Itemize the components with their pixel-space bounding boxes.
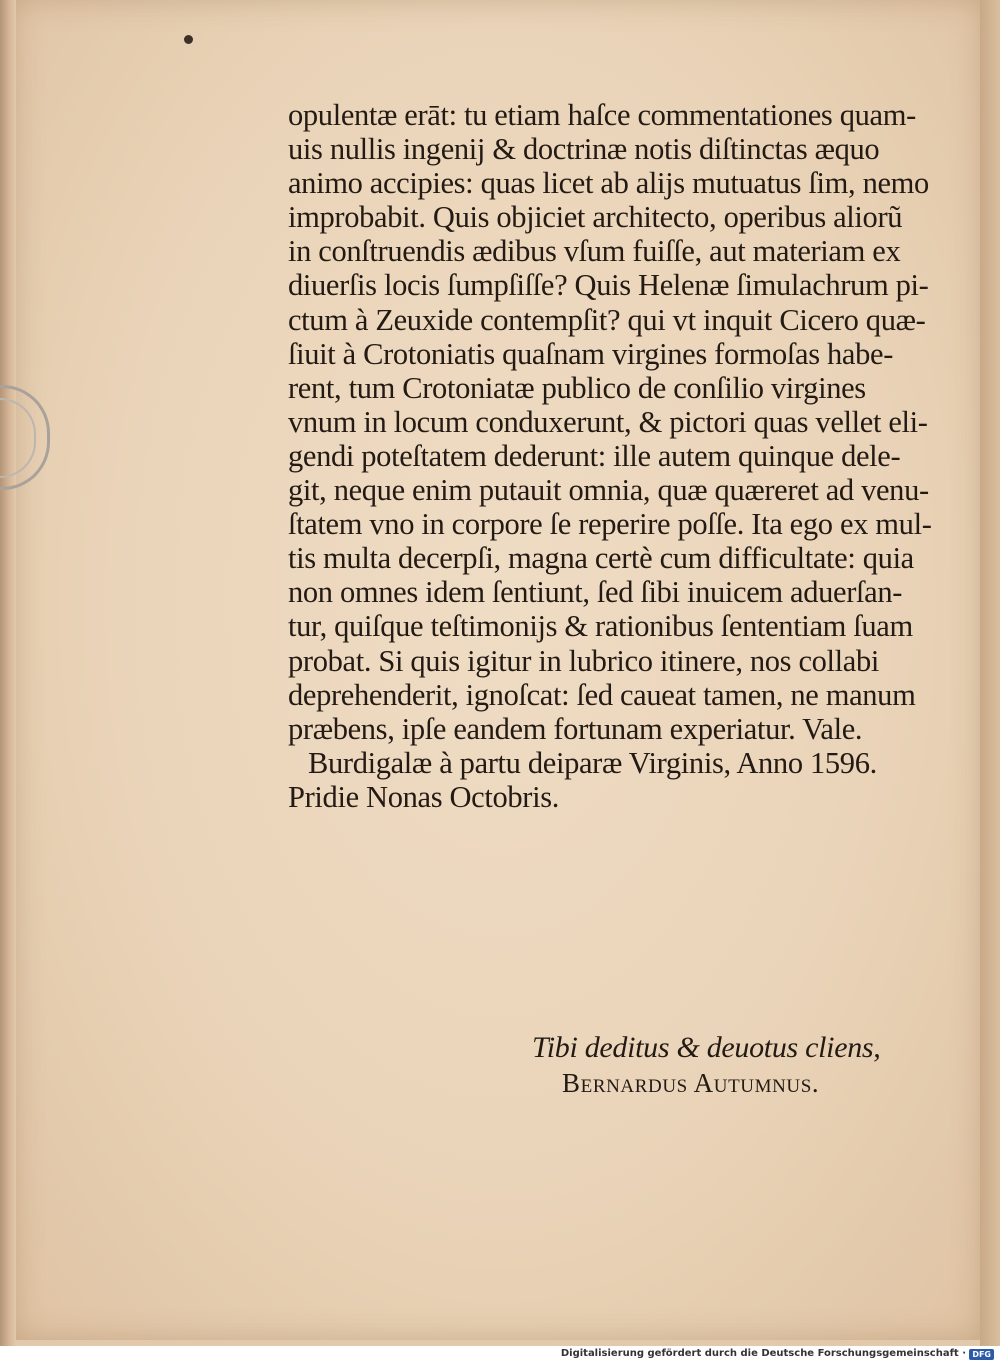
digitization-footer xyxy=(0,1346,1000,1364)
author-name: Bernardus Autumnus. xyxy=(562,1068,820,1098)
pinhole-mark xyxy=(184,35,193,44)
text-line: ſtatem vno in corpore ſe reperire poſſe. Ita ego ex mul- xyxy=(288,507,932,542)
text-line: uis nullis ingenij & doctrinæ notis diſtinctas æquo xyxy=(288,132,880,167)
text-line: rent, tum Crotoniatæ publico de conſilio virgines xyxy=(288,370,866,405)
text-line: tur, quiſque teſtimonijs & rationibus ſententiam ſuam xyxy=(288,609,913,644)
funding-credit: Digitalisierung gefördert durch die Deutsche Forschungsgemeinschaft · xyxy=(560,1348,966,1359)
dedication-line: Tibi deditus & deuotus cliens, xyxy=(532,1031,881,1064)
dfg-logo: DFG xyxy=(969,1349,994,1360)
date-line: Burdigalæ à partu deiparæ Virginis, Anno 1596. xyxy=(308,745,877,780)
text-line: probat. Si quis igitur in lubrico itinere, nos collabi xyxy=(288,643,880,678)
date-line: Pridie Nonas Octobris. xyxy=(288,779,559,814)
text-line: deprehenderit, ignoſcat: ſed caueat tamen, ne manum xyxy=(288,677,916,712)
text-line: ctum à Zeuxide contempſit? qui vt inquit Cicero quæ- xyxy=(288,302,926,337)
text-line: diuerſis locis ſumpſiſſe? Quis Helenæ ſimulachrum pi- xyxy=(288,268,929,303)
body-text xyxy=(288,98,932,814)
text-line: improbabit. Quis objiciet architecto, operibus aliorũ xyxy=(288,200,903,235)
text-line: in conſtruendis ædibus vſum fuiſſe, aut materiam ex xyxy=(288,234,901,269)
text-line: animo accipies: quas licet ab alijs mutuatus ſim, nemo xyxy=(288,166,929,201)
text-line: git, neque enim putauit omnia, quæ quæreret ad venu- xyxy=(288,473,929,508)
text-line: ſiuit à Crotoniatis quaſnam virgines formoſas habe- xyxy=(288,336,894,371)
text-line: opulentæ erāt: tu etiam haſce commentationes quam- xyxy=(288,98,916,132)
text-line: tis multa decerpſi, magna certè cum difficultate: quia xyxy=(288,541,914,576)
binding-edge xyxy=(0,0,16,1346)
text-line: non omnes idem ſentiunt, ſed ſibi inuicem aduerſan- xyxy=(288,575,903,610)
text-line: vnum in locum conduxerunt, & pictori quas vellet eli- xyxy=(288,404,928,439)
signature-block xyxy=(532,1031,892,1101)
text-line: gendi poteſtatem dederunt: ille autem quinque dele- xyxy=(288,438,901,473)
page-fore-edge xyxy=(980,0,1000,1346)
text-line: præbens, ipſe eandem fortunam experiatur. Vale. xyxy=(288,711,863,746)
